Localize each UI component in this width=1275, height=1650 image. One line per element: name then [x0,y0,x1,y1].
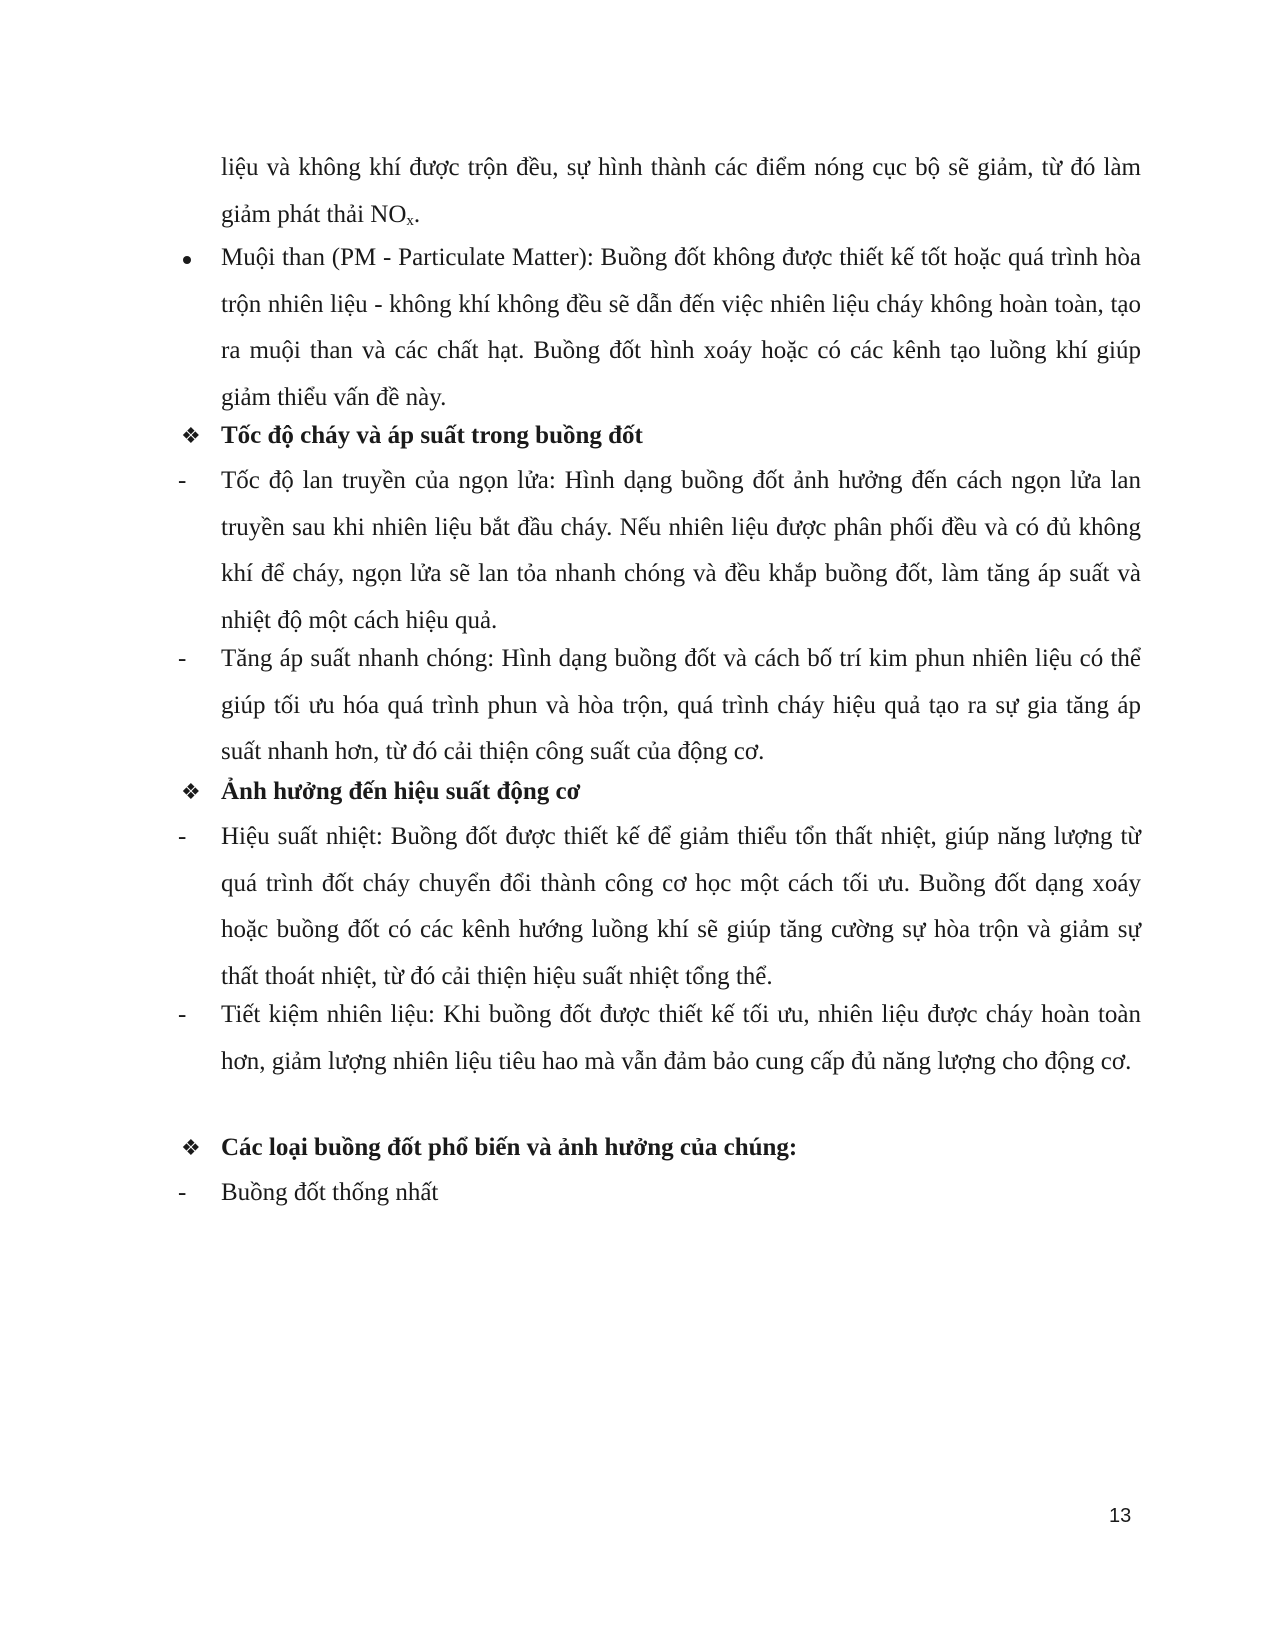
list-item-unified-chamber: Buồng đốt thống nhất [221,1179,439,1206]
continuation-paragraph: liệu và không khí được trộn đều, sự hình thành các điểm nóng cục bộ sẽ giảm, từ đó làm giảm phát thải $NO_x$. [221,154,1141,229]
diamond-bullet-icon: ❖ [181,1135,201,1160]
bullet-dot-icon [183,256,191,264]
dash-marker: - [178,645,187,672]
page-number: 13 [1109,1505,1132,1527]
dash-marker: - [178,467,187,494]
list-item-fuel-saving: Tiết kiệm nhiên liệu: Khi buồng đốt được thiết kế tối ưu, nhiên liệu được cháy hoàn toàn hơn, giảm lượng nhiên liệu tiêu hao mà vẫn đảm bảo cung cấp đủ năng lượng cho động cơ. [221,1001,1141,1075]
diamond-bullet-icon: ❖ [181,779,201,804]
section-heading-combustion-speed: Tốc độ cháy và áp suất trong buồng đốt [221,422,643,449]
dash-marker: - [178,823,187,850]
dash-marker: - [178,1001,187,1028]
nox-subscript: x [406,212,414,229]
list-item-thermal-efficiency: Hiệu suất nhiệt: Buồng đốt được thiết kế để giảm thiểu tổn thất nhiệt, giúp năng lượng từ quá trình đốt cháy chuyển đổi thành công cơ học một cách tối ưu. Buồng đốt dạng xoáy hoặc buồng đốt có các kênh hướng luồng khí sẽ giúp tăng cường sự hòa trộn và giảm sự thất thoát nhiệt, từ đó cải thiện hiệu suất nhiệt tổng thể. [221,823,1141,990]
bullet-soot-text: Muội than (PM - Particulate Matter): Buồng đốt không được thiết kế tốt hoặc quá trình hòa trộn nhiên liệu - không khí không đều sẽ dẫn đến việc nhiên liệu cháy không hoàn toàn, tạo ra muội than và các chất hạt. Buồng đốt hình xoáy hoặc có các kênh tạo luồng khí giúp giảm thiểu vấn đề này. [221,244,1141,411]
dash-marker: - [178,1179,187,1206]
section-heading-engine-efficiency: Ảnh hưởng đến hiệu suất động cơ [221,778,581,805]
list-item-pressure-rise: Tăng áp suất nhanh chóng: Hình dạng buồng đốt và cách bố trí kim phun nhiên liệu có thể giúp tối ưu hóa quá trình phun và hòa trộn, quá trình cháy hiệu quả tạo ra sự gia tăng áp suất nhanh hơn, từ đó cải thiện công suất của động cơ. [221,645,1141,765]
list-item-flame-propagation: Tốc độ lan truyền của ngọn lửa: Hình dạng buồng đốt ảnh hưởng đến cách ngọn lửa lan truyền sau khi nhiên liệu bắt đầu cháy. Nếu nhiên liệu được phân phối đều và có đủ không khí để cháy, ngọn lửa sẽ lan tỏa nhanh chóng và đều khắp buồng đốt, làm tăng áp suất và nhiệt độ một cách hiệu quả. [221,467,1141,634]
section-heading-chamber-types: Các loại buồng đốt phổ biến và ảnh hưởng của chúng: [221,1134,798,1161]
diamond-bullet-icon: ❖ [181,423,201,448]
